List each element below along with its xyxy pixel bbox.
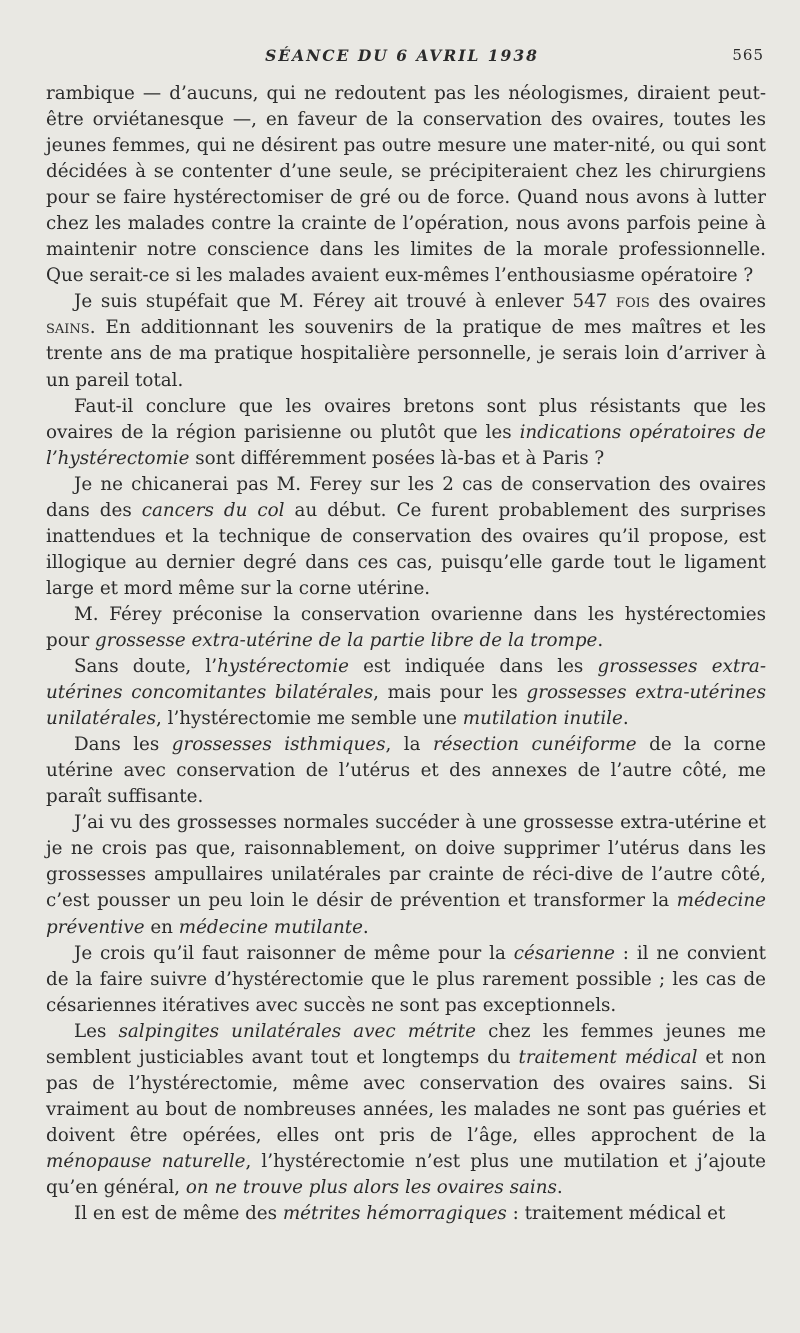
text-run: chez les femmes jeunes me semblent justiciables avant tout et longtemps du [46,1020,766,1068]
emphasis-text: indications opératoires de l’hystérectomie [46,421,766,469]
emphasis-text: métrites hémorragiques [282,1203,507,1225]
text-run: Sans doute, l’ [74,656,218,678]
text-run: et non pas de l’hystérectomie, même avec conservation des ovaires sains. Si vraiment au bout de nombreuses années, les malades ne sont pas guéries et doivent être opérées, elles ont pris de l’âge, elles approchent de la [46,1046,766,1146]
emphasis-text: cancers du col [141,499,285,521]
running-title: SÉANCE DU 6 AVRIL 1938 [265,46,539,65]
emphasis-text: médecine préventive [46,890,766,938]
text-run: , l’hystérectomie me semble une [156,708,463,730]
page-number: 565 [732,46,764,64]
emphasis-text: grossesses extra-utérines unilatérales [46,682,766,730]
text-run: . [556,1176,563,1198]
text-run: Les [74,1020,119,1042]
text-run: Je crois qu’il faut raisonner de même pour la [74,942,514,964]
text-run: au début. Ce furent probablement des surprises inattendues et la technique de conservation des ovaires qu’il propose, est illogique au dernier degré dans ces cas, puisqu’elle garde tout le ligament large et mord même sur la corne utérine. [46,499,767,599]
text-run: , l’hystérectomie n’est plus une mutilation et j’ajoute qu’en général, [46,1150,767,1198]
text-run: : traitement médical et [506,1203,726,1225]
text-run: sont différemment posées là-bas et à Paris ? [189,447,605,469]
emphasis-text: hystérectomie [217,656,349,678]
paragraph [46,1201,766,1227]
text-run: M. Férey préconise la conservation ovarienne dans les hystérectomies pour [46,603,766,651]
emphasis-text: grossesse extra-utérine de la partie libre de la trompe [95,629,598,651]
text-run: J’ai vu des grossesses normales succéder à une grossesse extra-utérine et je ne crois pas que, raisonnablement, on doive supprimer l’utérus dans les grossesses ampullaires unilatérales par crainte de réci-dive de l’autre côté, c’est pousser un peu loin le désir de prévention et transformer la [46,812,766,912]
text-run: des ovaires [649,291,767,313]
paragraph [46,602,766,654]
paragraph [46,1019,766,1201]
text-run: . [622,708,629,730]
emphasis-text: salpingites unilatérales avec métrite [118,1020,476,1042]
emphasis-text: on ne trouve plus alors les ovaires sains [185,1176,557,1198]
emphasis-text: ménopause naturelle [46,1150,246,1172]
paragraph [46,472,766,602]
text-run: rambique — d’aucuns, qui ne redoutent pas les néologismes, diraient peut-être orviétanesque —, en faveur de la conservation des ovaires, toutes les jeunes femmes, qui ne désirent pas outre mesure une mater-nité, ou qui sont décidées à se contenter d’une seule, se précipiteraient chez les chirurgiens pour se faire hystérectomiser de gré ou de force. Quand nous avons à lutter chez les malades contre la crainte de l’opération, nous avons parfois peine à maintenir notre conscience dans les limites de la morale professionnelle. Que serait-ce si les malades avaient eux-mêmes l’enthousiasme opératoire ? [46,83,766,287]
text-run: Je suis stupéfait que M. Férey ait trouvé à enlever 547 [74,291,617,313]
text-run: , mais pour les [373,682,527,704]
text-run: Je ne chicanerai pas M. Ferey sur les 2 cas de conservation des ovaires dans des [46,473,766,521]
emphasis-text: grossesses extra-utérines concomitantes bilatérales [46,656,766,704]
text-run: . En additionnant les souvenirs de la pratique de mes maîtres et les trente ans de ma pratique hospitalière personnelle, je serais loin d’arriver à un pareil total. [46,317,766,391]
text-run: Faut-il conclure que les ovaires bretons sont plus résistants que les ovaires de la région parisienne ou plutôt que les [46,395,766,443]
paragraph [46,654,766,732]
text-run: : il ne convient de la faire suivre d’hystérectomie que le plus rarement possible ; les cas de césariennes itératives avec succès ne sont pas exceptionnels. [46,942,766,1016]
text-run: . [362,916,369,938]
emphasis-text: césarienne [513,942,615,964]
emphasis-text: mutilation inutile [462,708,623,730]
text-run: , la [385,734,434,756]
paragraph [46,289,766,393]
text-run: est indiquée dans les [348,656,598,678]
small-caps-text: fois [616,291,650,313]
text-run: Il en est de même des [74,1203,283,1225]
emphasis-text: traitement médical [518,1046,698,1068]
text-run: en [144,916,179,938]
emphasis-text: médecine mutilante [178,916,363,938]
body-text [46,81,766,1227]
emphasis-text: résection cunéiforme [433,734,637,756]
text-run: de la corne utérine avec conservation de l’utérus et des annexes de l’autre côté, me paraît suffisante. [46,734,766,808]
text-run: . [597,629,604,651]
paragraph [46,81,766,289]
paragraph [46,732,766,810]
emphasis-text: grossesses isthmiques [171,734,386,756]
paragraph [46,810,766,940]
paragraph [46,394,766,472]
text-run: Dans les [74,734,172,756]
small-caps-text: sains [46,317,90,339]
paragraph [46,941,766,1019]
running-head [40,46,764,70]
